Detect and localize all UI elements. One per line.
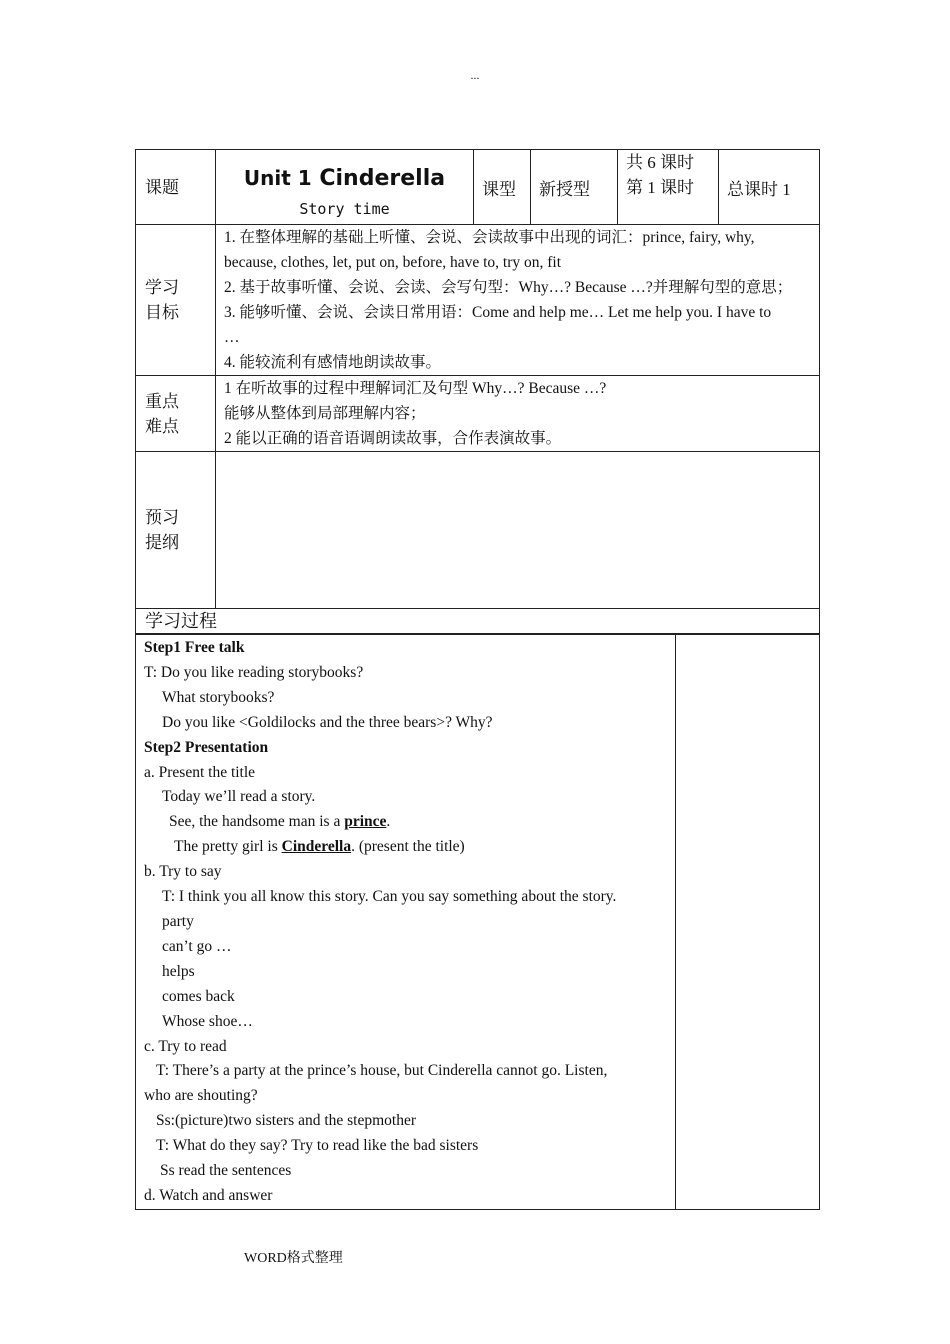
step-b-line: party bbox=[162, 912, 194, 930]
hours-cell bbox=[618, 150, 719, 225]
objective-line: 4. 能较流利有感情地朗读故事。 bbox=[224, 354, 442, 371]
vocab-prince: prince bbox=[344, 813, 387, 831]
objective-line: 2. 基于故事听懂、会说、会读、会写句型：Why…? Because …?并理解句型的意思； bbox=[224, 279, 793, 296]
objectives-label: 学习 目标 bbox=[136, 225, 216, 376]
keypoints-content bbox=[216, 376, 820, 452]
step1-line: Do you like <Goldilocks and the three bears>? Why? bbox=[162, 713, 493, 731]
keypoints-label: 重点 难点 bbox=[136, 376, 216, 452]
step-b-line: Whose shoe… bbox=[162, 1012, 253, 1030]
step-b-line: can’t go … bbox=[162, 937, 232, 955]
lesson-subtitle: Story time bbox=[299, 199, 390, 218]
preview-label: 预习 提纲 bbox=[136, 452, 216, 609]
step-a-line: Today we’ll read a story. bbox=[162, 788, 316, 806]
page-footer: WORD格式整理 bbox=[244, 1251, 343, 1266]
step-a-title: a. Present the title bbox=[144, 763, 256, 781]
step-b-line: comes back bbox=[162, 987, 235, 1005]
objective-line: because, clothes, let, put on, before, have to, try on, fit bbox=[224, 254, 562, 271]
step1-title: Step1 Free talk bbox=[144, 639, 245, 656]
process-notes-column bbox=[676, 634, 820, 1210]
step2-title: Step2 Presentation bbox=[144, 738, 269, 756]
step-a-line: See, the handsome man is a prince. bbox=[169, 813, 391, 831]
lesson-plan-table bbox=[135, 149, 820, 635]
keypoint-line: 2 能以正确的语音语调朗读故事，合作表演故事。 bbox=[224, 430, 562, 447]
lesson-title: Unit 1 Cinderella bbox=[243, 165, 446, 191]
step-c-line: Ss:(picture)two sisters and the stepmother bbox=[156, 1112, 417, 1130]
keypoint-line: 能够从整体到局部理解内容； bbox=[224, 405, 426, 422]
process-table bbox=[135, 633, 820, 1210]
step-b-line: T: I think you all know this story. Can you say something about the story. bbox=[162, 888, 617, 906]
step-b-title: b. Try to say bbox=[144, 863, 222, 881]
step-c-line: who are shouting? bbox=[144, 1087, 258, 1105]
step-b-line: helps bbox=[162, 962, 195, 980]
process-content bbox=[136, 634, 676, 1210]
step-a-line: The pretty girl is Cinderella. (present the title) bbox=[174, 838, 465, 856]
step-d-title: d. Watch and answer bbox=[144, 1186, 273, 1204]
step-c-line: T: There’s a party at the prince’s house, but Cinderella cannot go. Listen, bbox=[156, 1062, 608, 1080]
lesson-title-cell bbox=[216, 150, 474, 225]
hours-current-line: 第 1 课时 bbox=[626, 178, 694, 197]
process-heading: 学习过程 bbox=[136, 609, 820, 635]
page-header-dots: ... bbox=[470, 68, 480, 82]
step1-line: What storybooks? bbox=[162, 688, 275, 706]
vocab-cinderella: Cinderella bbox=[281, 838, 352, 856]
preview-content bbox=[216, 452, 820, 609]
type-label: 课型 bbox=[474, 150, 531, 225]
objectives-content bbox=[216, 225, 820, 376]
step-c-title: c. Try to read bbox=[144, 1037, 227, 1055]
step1-line: T: Do you like reading storybooks? bbox=[144, 663, 364, 681]
type-value: 新授型 bbox=[531, 150, 618, 225]
objective-line: 3. 能够听懂、会说、会读日常用语：Come and help me… Let me help you. I have to bbox=[224, 304, 772, 321]
step-c-line: T: What do they say? Try to read like the bad sisters bbox=[156, 1137, 479, 1155]
objective-line: 1. 在整体理解的基础上听懂、会说、会读故事中出现的词汇：prince, fairy, why, bbox=[224, 229, 755, 246]
total-hours: 总课时 1 bbox=[719, 150, 820, 225]
keypoint-line: 1 在听故事的过程中理解词汇及句型 Why…? Because …? bbox=[224, 380, 607, 397]
step-c-line: Ss read the sentences bbox=[160, 1162, 292, 1180]
objective-line: … bbox=[224, 329, 240, 346]
topic-label: 课题 bbox=[136, 150, 216, 225]
hours-total-line: 共 6 课时 bbox=[626, 153, 694, 172]
